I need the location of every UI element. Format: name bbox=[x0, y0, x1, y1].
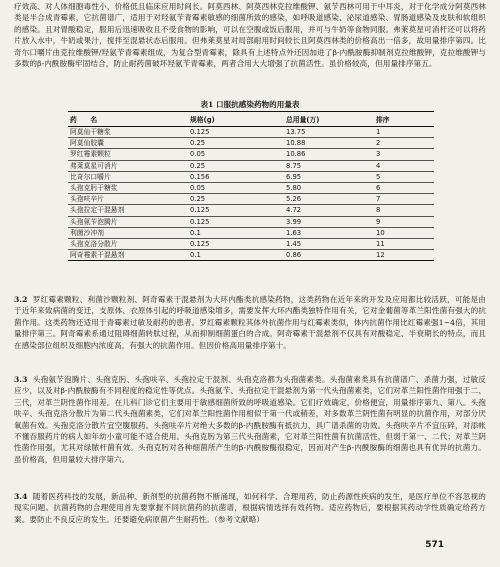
cell-spec: 0.1 bbox=[188, 250, 284, 261]
section-body: 罗红霉素颗粒、利菌沙颗粒剂、阿奇霉素干混悬剂为大环内酯类抗感染药物，这类药物在近年来的开发及应用都比较活跃，可能是由于近年来致病菌的变迁，支原体、衣原体引起的呼吸道感染增多，需要发挥大环内酯类独特作用有关，它对金葡菌等革兰阳性菌有强大的抗菌作用。这类药物还适用于青霉素过敏及耐药的患者。罗红霉素颗粒其体外抗菌作用与红霉素类似，体内抗菌作用比红霉素强1~4倍，其用量排序第三。阿奇霉素系通过阻碍细菌转肽过程，从而抑制细菌蛋白的合成。阿奇霉素干混悬剂不仅具有对酸稳定、半衰期长的特点，而且在感染部位组织及细胞内浓度高，有强大的抗菌作用。但因价格高用量排序第十。 bbox=[14, 295, 487, 350]
cell-spec: 0.25 bbox=[188, 160, 284, 171]
table-row bbox=[68, 194, 434, 205]
table-row bbox=[68, 138, 434, 149]
cell-spec: 0.25 bbox=[188, 138, 284, 149]
cell-spec: 0.05 bbox=[188, 149, 284, 160]
cell-spec: 0.25 bbox=[188, 194, 284, 205]
cell-spec: 0.125 bbox=[188, 205, 284, 216]
cell-rank: 10 bbox=[374, 227, 434, 238]
cell-rank: 4 bbox=[374, 160, 434, 171]
header-spec: 规格(g) bbox=[188, 112, 284, 127]
cell-total: 13.75 bbox=[284, 127, 374, 138]
cell-total: 0.86 bbox=[284, 250, 374, 261]
table-row bbox=[68, 171, 434, 182]
table-row bbox=[68, 160, 434, 171]
header-drug-name: 药 名 bbox=[68, 112, 188, 127]
table-header-row bbox=[68, 112, 434, 127]
cell-rank: 6 bbox=[374, 183, 434, 194]
cell-total: 4.72 bbox=[284, 205, 374, 216]
paragraph-section-3-2 bbox=[14, 294, 486, 351]
header-total: 总用量(万) bbox=[284, 112, 374, 127]
paragraph-section-3-3 bbox=[14, 374, 486, 465]
cell-drug: 阿奇霉素干混悬剂 bbox=[68, 250, 188, 261]
section-number: 3.4 bbox=[14, 492, 28, 501]
cell-total: 6.95 bbox=[284, 171, 374, 182]
cell-drug: 比奇尔口嚼片 bbox=[68, 171, 188, 182]
cell-total: 1.63 bbox=[284, 227, 374, 238]
drug-usage-table bbox=[68, 111, 434, 261]
cell-drug: 头孢克洛分散片 bbox=[68, 239, 188, 250]
table-row bbox=[68, 239, 434, 250]
cell-drug: 弗莱莫星可消片 bbox=[68, 160, 188, 171]
cell-drug: 头孢拉定干混悬剂 bbox=[68, 205, 188, 216]
cell-drug: 头孢氨苄泡腾片 bbox=[68, 216, 188, 227]
cell-spec: 0.125 bbox=[188, 216, 284, 227]
cell-drug: 利菌沙冲剂 bbox=[68, 227, 188, 238]
table-row bbox=[68, 127, 434, 138]
cell-spec: 0.05 bbox=[188, 183, 284, 194]
cell-drug: 阿莫仙胶囊 bbox=[68, 138, 188, 149]
cell-total: 3.99 bbox=[284, 216, 374, 227]
cell-rank: 9 bbox=[374, 216, 434, 227]
cell-total: 1.45 bbox=[284, 239, 374, 250]
section-body: 随着医药科技的发展，新品种、新剂型的抗菌药物不断涌现，如何科学、合理用药，防止药源性疾病的发生，是医疗单位不容忽视的现实问题。抗菌药物的合理使用首先要掌握不同抗菌药的抗菌谱，根据病情选择有效药物。适应药物后，要根据其药动学性质确定给药方案。要防止不良反应的发生。还要避免病原菌产生耐药性。（参考文献略） bbox=[14, 492, 487, 524]
cell-drug: 头孢克肟干糖浆 bbox=[68, 183, 188, 194]
cell-rank: 5 bbox=[374, 171, 434, 182]
table-row bbox=[68, 227, 434, 238]
cell-total: 10.88 bbox=[284, 138, 374, 149]
cell-total: 10.86 bbox=[284, 149, 374, 160]
cell-rank: 8 bbox=[374, 205, 434, 216]
paragraph-section-3-4 bbox=[14, 491, 486, 525]
cell-drug: 阿莫仙干糖浆 bbox=[68, 127, 188, 138]
cell-rank: 12 bbox=[374, 250, 434, 261]
cell-total: 8.75 bbox=[284, 160, 374, 171]
cell-spec: 0.125 bbox=[188, 239, 284, 250]
section-number: 3.3 bbox=[14, 375, 28, 384]
section-body: 头孢氨苄泡腾片、头孢克肟、头孢呋辛、头孢拉定干混剂、头孢克洛都为头孢菌素类。头孢菌素类具有抗菌谱广、杀菌力强，过敏反应少，以及对β-内酰胺酶有不同程度的稳定性等优点。头孢氨苄、头孢拉定干混悬剂为第一代头孢菌素类，它们对革兰阳性菌作用强于二、三代，对革兰阴性菌作用差。在儿科门诊它们主要用于敏感细菌所致的呼吸道感染。它们疗效确定，价格便宜，用量排序第九、第八。头孢呋辛、头孢克洛分散片为第二代头孢菌素类，它们对革兰阳性菌作用相似于第一代或稍差，对多数革兰阴性菌有明显的抗菌作用，对部分厌氧菌有效。头孢克洛分散片宜空腹服药。头孢呋辛片对绝大多数的β-内酰胺酶有抵抗力，具广谱杀菌的功效。头孢呋辛片不宜压碎，对添帐不懂吞服药片的病人如年幼小童可能不适合使用。头孢克肟为第三代头孢菌素，它对革兰阳性菌有抗菌活性，但弱于第一、二代；对革兰阴性菌作用强，尤其对绿脓杆菌有效。头孢克肟对各种细菌所产生的β-内酰胺酶很稳定，因而对产生β-内酰胺酶的细菌也具有优异的抗菌力。虽价格高，但用量较大排序第六。 bbox=[14, 375, 487, 464]
cell-drug: 头孢呋辛片 bbox=[68, 194, 188, 205]
cell-rank: 11 bbox=[374, 239, 434, 250]
table-caption: 表1 口服抗感染药物的用量表 bbox=[200, 100, 300, 109]
cell-spec: 0.156 bbox=[188, 171, 284, 182]
table-row bbox=[68, 205, 434, 216]
table-row bbox=[68, 216, 434, 227]
cell-rank: 2 bbox=[374, 138, 434, 149]
table-row bbox=[68, 183, 434, 194]
section-number: 3.2 bbox=[14, 295, 28, 304]
cell-rank: 1 bbox=[374, 127, 434, 138]
cell-rank: 7 bbox=[374, 194, 434, 205]
cell-spec: 0.125 bbox=[188, 127, 284, 138]
paragraph-top: 疗效高、对人体细胞毒性小，价格低且临床应用时间长。阿莫西林、阿莫西林克拉维酸钾、氨苄西林可用于中耳炎，对于化学成分阿莫西林类是半合成青霉素，它抗菌谱广，适用于对羟氨苄青霉素敏感的细菌所致的感染，如呼吸道感染、泌尿道感染、胃肠道感染及皮肤和软组织的感染。且对胃酸稳定，服用后迅速吸收且不受食物的影响，可以在空腹或饭后服用，并可与牛奶等食物同服。弗莱莫星可消杆还可以将药片放入水中，牛奶或果汁，搅拌至混悬状态后服用。但弗莱莫星对局部耐用时间较长且阿莫西林类的价格高出一倍多，故用量排序第四。比奇尔口嚼片由克拉维酸钾/羟氨苄青霉素组成，为复合型青霉素，除具有上述特点外还因加进了β-内酰胺酶抑制剂克拉维酸钾，克拉维酸钾与多数的β-内酰胺酶牢固结合，防止耐药菌破坏羟氨苄青霉素，两者合用大大增强了抗菌活性。虽价格较高，但用量排序第五。 bbox=[14, 2, 486, 69]
cell-total: 5.80 bbox=[284, 183, 374, 194]
cell-drug: 罗红霉素颗粒 bbox=[68, 149, 188, 160]
cell-total: 5.26 bbox=[284, 194, 374, 205]
table-row bbox=[68, 149, 434, 160]
page-number: 571 bbox=[425, 540, 444, 550]
cell-rank: 3 bbox=[374, 149, 434, 160]
cell-spec: 0.1 bbox=[188, 227, 284, 238]
header-rank: 排序 bbox=[374, 112, 434, 127]
table-row bbox=[68, 250, 434, 261]
